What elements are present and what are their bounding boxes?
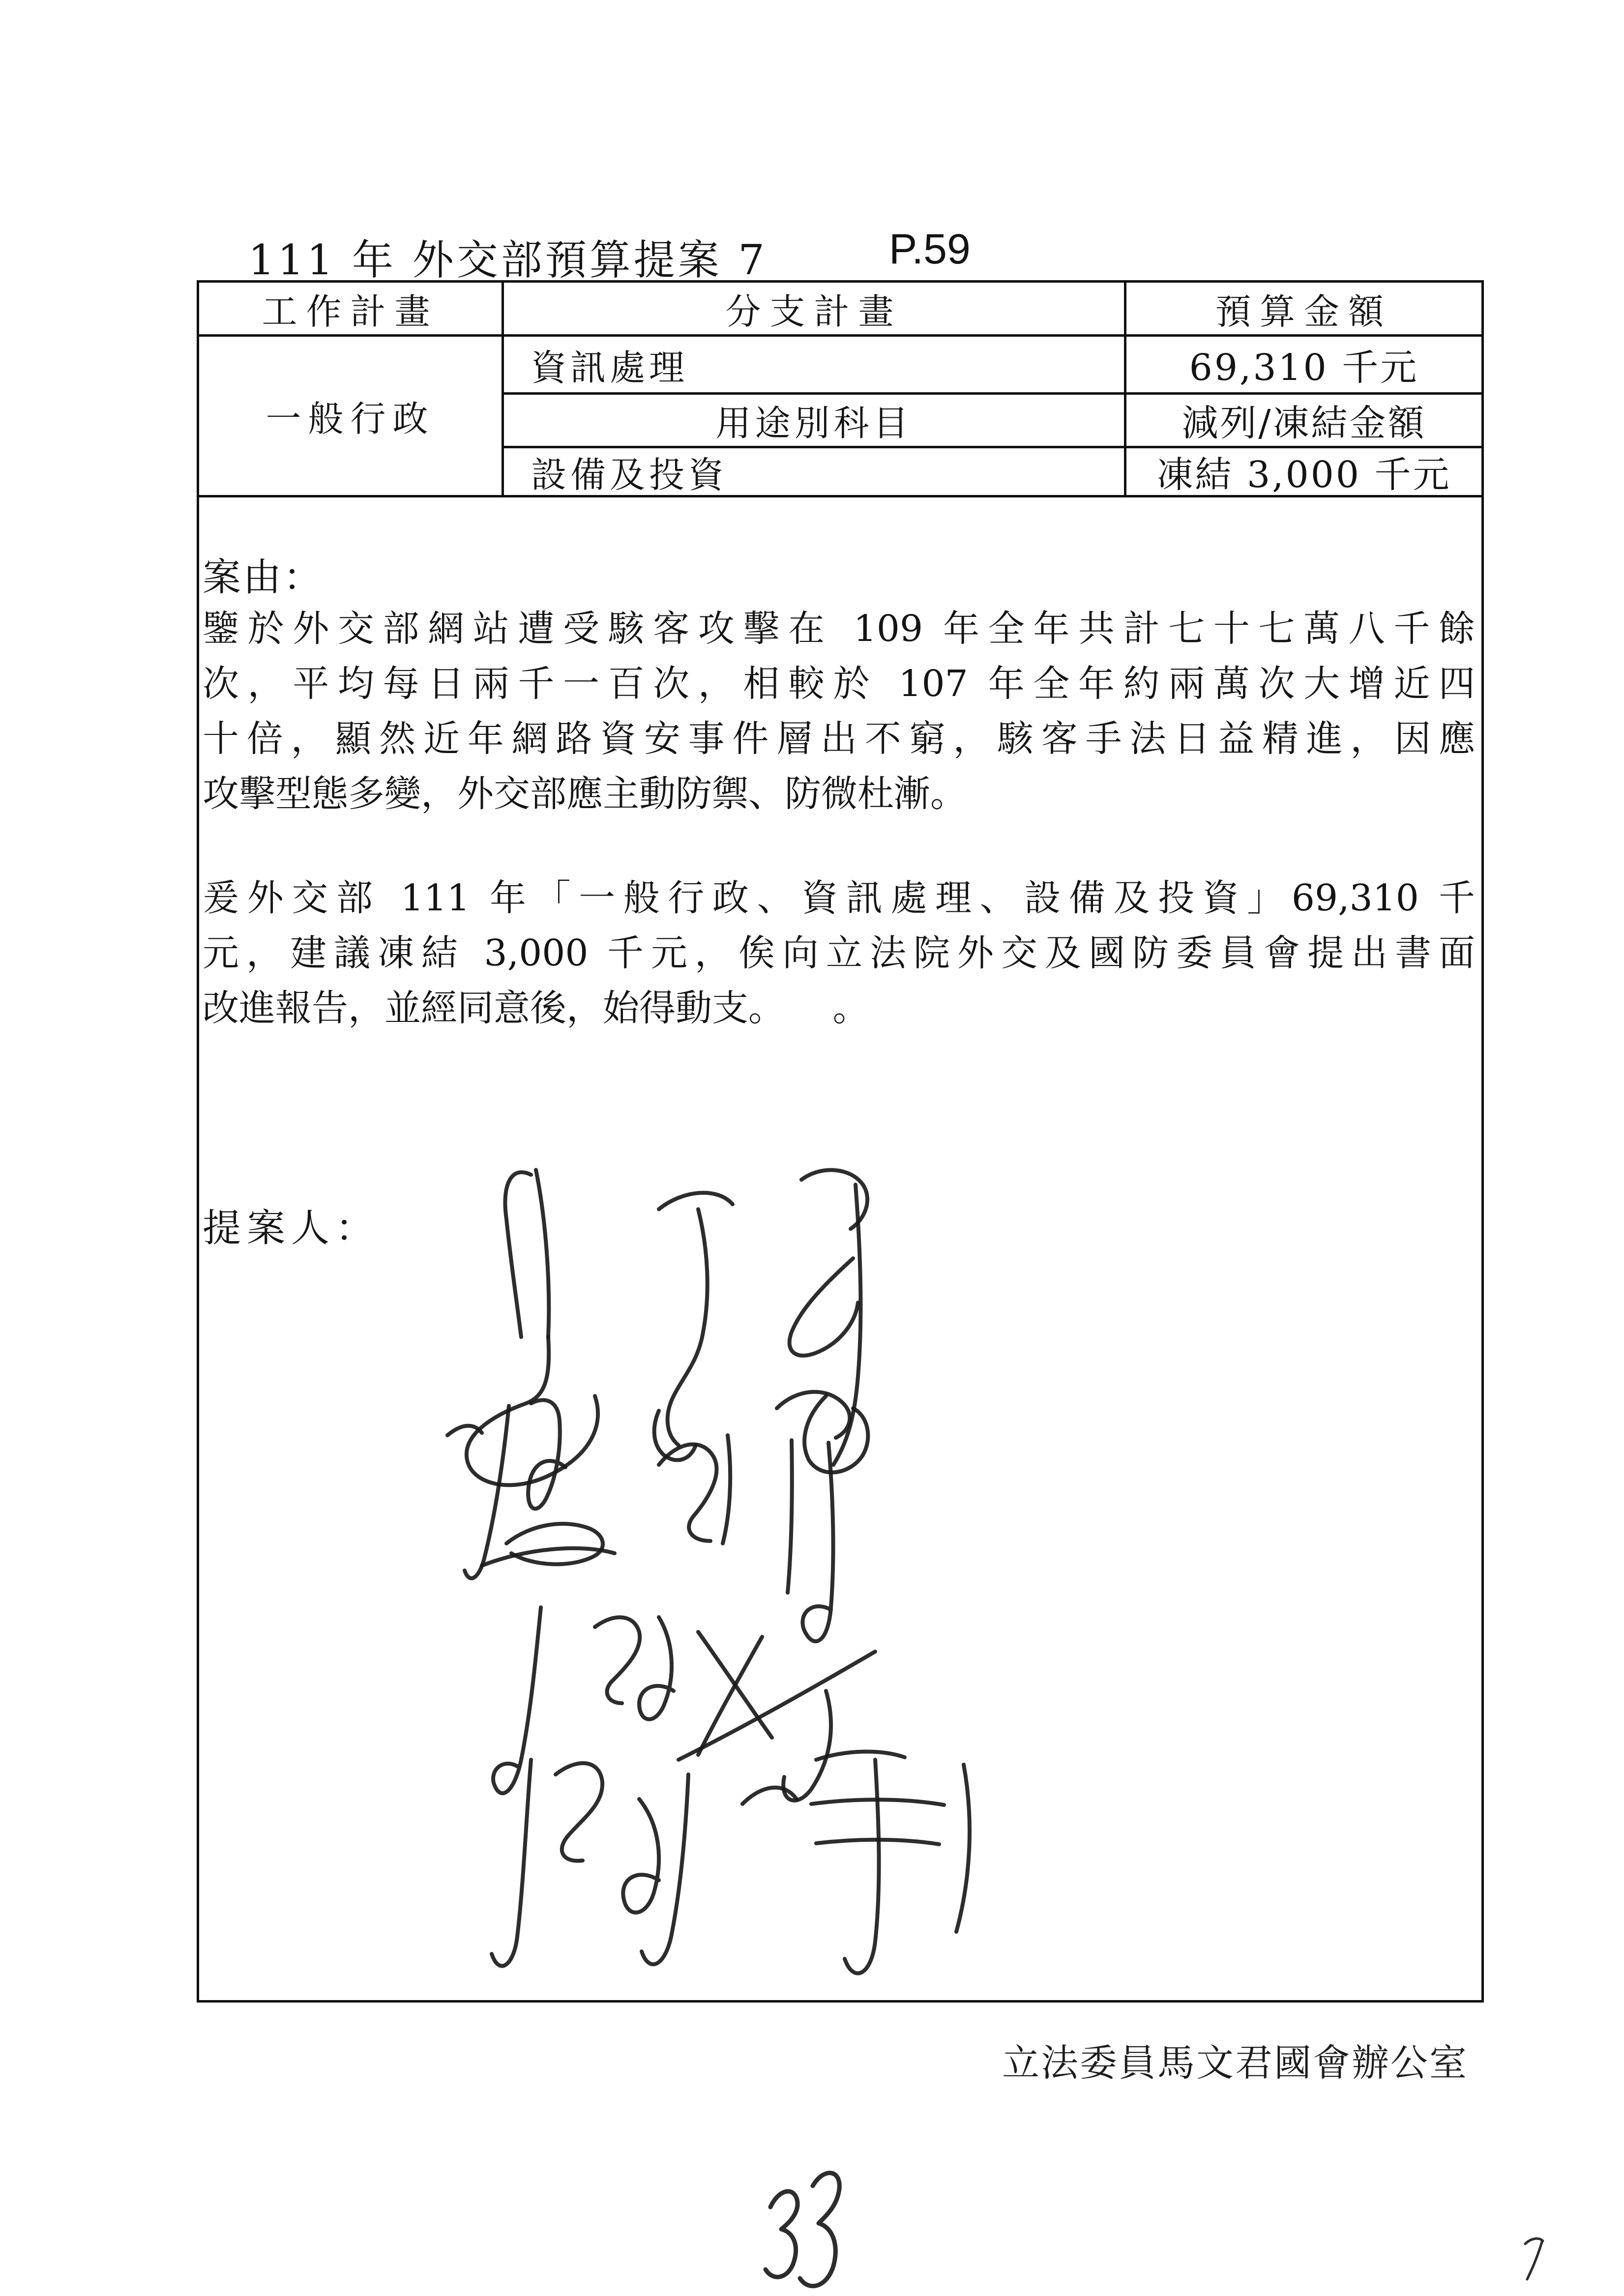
case-paragraph2-line1: 爰外交部 111 年「一般行政、資訊處理、設備及投資」69,310 千	[203, 877, 1475, 919]
table-header-branch-plan: 分支計畫	[502, 283, 1124, 337]
signature-1	[467, 1170, 868, 1485]
table-cell-amount-1: 減列/凍結金額	[1124, 395, 1481, 448]
budget-table	[199, 283, 1481, 497]
case-label: 案由：	[203, 555, 324, 600]
case-paragraph1-line2: 次，平均每日兩千一百次，相較於 107 年全年約兩萬次大增近四	[203, 663, 1475, 705]
table-header-work-plan: 工作計畫	[199, 283, 502, 337]
page-title: 111 年 外交部預算提案 7	[248, 236, 768, 284]
table-cell-branch-0: 資訊處理	[502, 337, 1124, 395]
case-paragraph1-line3: 十倍，顯然近年網路資安事件層出不窮，駭客手法日益精進，因應	[203, 718, 1475, 760]
case-paragraph2-line3: 改進報告，並經同意後，始得動支。 。	[203, 987, 869, 1029]
case-paragraph1-line4: 攻擊型態多變，外交部應主動防禦、防微杜漸。	[203, 773, 967, 815]
table-cell-amount-2: 凍結 3,000 千元	[1124, 448, 1481, 497]
case-paragraph2-line2: 元，建議凍結 3,000 千元，俟向立法院外交及國防委員會提出書面	[203, 932, 1475, 974]
handwritten-page-number	[745, 2160, 858, 2296]
table-cell-amount-0: 69,310 千元	[1124, 337, 1481, 395]
page-number-ref: P.59	[889, 226, 971, 273]
case-paragraph1-line1: 鑒於外交部網站遭受駭客攻擊在 109 年全年共計七十七萬八千餘	[203, 608, 1475, 650]
corner-mark-7	[1515, 2229, 1550, 2283]
table-header-budget-amount: 預算金額	[1124, 283, 1481, 337]
signature-3	[493, 1607, 875, 1801]
proposer-signatures	[384, 1121, 1072, 2030]
table-cell-branch-1: 用途別科目	[502, 395, 1124, 448]
table-cell-work-plan: 一般行政	[199, 337, 502, 497]
proposer-label: 提案人：	[203, 1206, 380, 1250]
signature-4	[492, 1752, 970, 1974]
table-cell-branch-2: 設備及投資	[502, 448, 1124, 497]
signature-2	[447, 1392, 850, 1641]
footer-office-label: 立法委員馬文君國會辦公室	[1002, 2041, 1468, 2085]
